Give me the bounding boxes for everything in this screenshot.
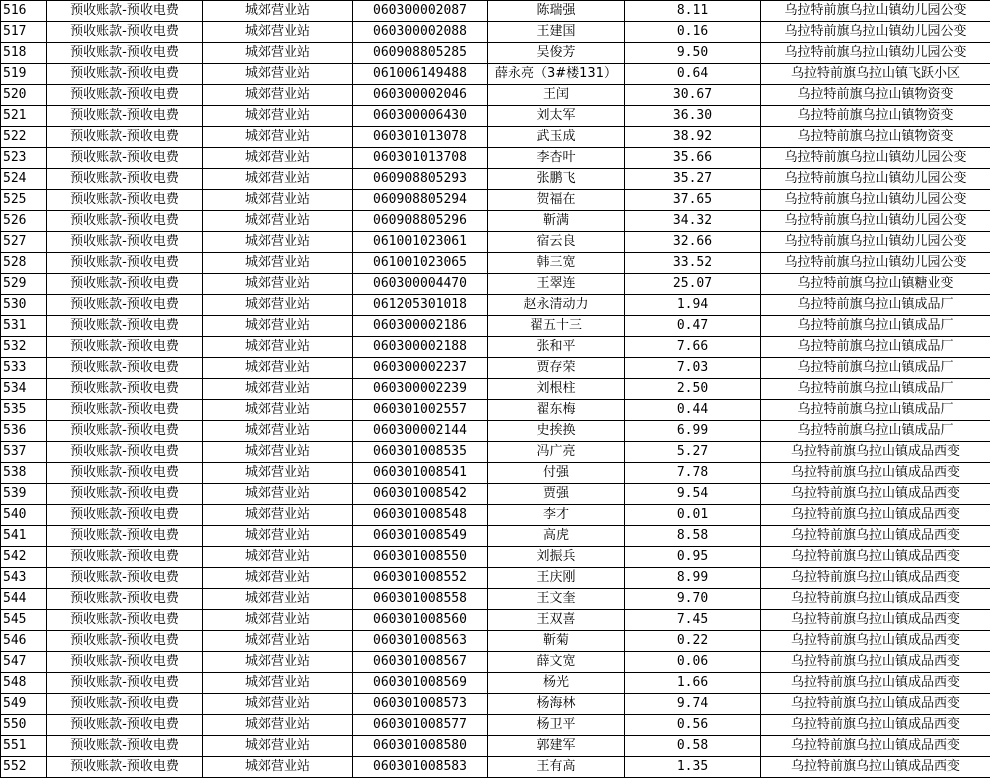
business-site-cell[interactable]: 城郊营业站 (203, 148, 353, 169)
amount-cell[interactable]: 8.11 (625, 1, 761, 22)
account-number-cell[interactable]: 060301008569 (353, 673, 488, 694)
account-number-cell[interactable]: 060908805285 (353, 43, 488, 64)
business-site-cell[interactable]: 城郊营业站 (203, 694, 353, 715)
account-type-cell[interactable]: 预收账款-预收电费 (47, 43, 203, 64)
account-type-cell[interactable]: 预收账款-预收电费 (47, 526, 203, 547)
row-index-cell[interactable]: 531 (1, 316, 47, 337)
account-type-cell[interactable]: 预收账款-预收电费 (47, 547, 203, 568)
address-cell[interactable]: 乌拉特前旗乌拉山镇幼儿园公变 (761, 22, 990, 43)
account-number-cell[interactable]: 060300002186 (353, 316, 488, 337)
account-number-cell[interactable]: 060300002188 (353, 337, 488, 358)
amount-cell[interactable]: 0.01 (625, 505, 761, 526)
amount-cell[interactable]: 7.78 (625, 463, 761, 484)
address-cell[interactable]: 乌拉特前旗乌拉山镇物资变 (761, 106, 990, 127)
account-type-cell[interactable]: 预收账款-预收电费 (47, 148, 203, 169)
customer-name-cell[interactable]: 贾存荣 (488, 358, 625, 379)
address-cell[interactable]: 乌拉特前旗乌拉山镇成品厂 (761, 358, 990, 379)
address-cell[interactable]: 乌拉特前旗乌拉山镇成品厂 (761, 400, 990, 421)
business-site-cell[interactable]: 城郊营业站 (203, 253, 353, 274)
table-row (1, 295, 990, 316)
table-row (1, 274, 990, 295)
business-site-cell[interactable]: 城郊营业站 (203, 715, 353, 736)
address-cell[interactable]: 乌拉特前旗乌拉山镇成品西变 (761, 463, 990, 484)
business-site-cell[interactable]: 城郊营业站 (203, 64, 353, 85)
account-type-cell[interactable]: 预收账款-预收电费 (47, 316, 203, 337)
table-row (1, 211, 990, 232)
account-number-cell[interactable]: 060301008567 (353, 652, 488, 673)
amount-cell[interactable]: 0.06 (625, 652, 761, 673)
address-cell[interactable]: 乌拉特前旗乌拉山镇成品西变 (761, 757, 990, 778)
address-cell[interactable]: 乌拉特前旗乌拉山镇幼儿园公变 (761, 43, 990, 64)
business-site-cell[interactable]: 城郊营业站 (203, 358, 353, 379)
account-number-cell[interactable]: 060300002046 (353, 85, 488, 106)
customer-name-cell[interactable]: 贾强 (488, 484, 625, 505)
business-site-cell[interactable]: 城郊营业站 (203, 295, 353, 316)
address-cell[interactable]: 乌拉特前旗乌拉山镇成品厂 (761, 379, 990, 400)
account-type-cell[interactable]: 预收账款-预收电费 (47, 253, 203, 274)
customer-name-cell[interactable]: 靳满 (488, 211, 625, 232)
business-site-cell[interactable]: 城郊营业站 (203, 211, 353, 232)
address-cell[interactable]: 乌拉特前旗乌拉山镇幼儿园公变 (761, 232, 990, 253)
account-type-cell[interactable]: 预收账款-预收电费 (47, 127, 203, 148)
business-site-cell[interactable]: 城郊营业站 (203, 316, 353, 337)
table-row (1, 316, 990, 337)
amount-cell[interactable]: 0.44 (625, 400, 761, 421)
account-type-cell[interactable]: 预收账款-预收电费 (47, 274, 203, 295)
customer-name-cell[interactable]: 李杏叶 (488, 148, 625, 169)
table-row (1, 589, 990, 610)
customer-name-cell[interactable]: 刘根柱 (488, 379, 625, 400)
address-cell[interactable]: 乌拉特前旗乌拉山镇幼儿园公变 (761, 211, 990, 232)
row-index-cell[interactable]: 519 (1, 64, 47, 85)
customer-name-cell[interactable]: 王有高 (488, 757, 625, 778)
address-cell[interactable]: 乌拉特前旗乌拉山镇幼儿园公变 (761, 1, 990, 22)
table-row (1, 484, 990, 505)
customer-name-cell[interactable]: 靳菊 (488, 631, 625, 652)
row-index-cell[interactable]: 532 (1, 337, 47, 358)
row-index-cell[interactable]: 530 (1, 295, 47, 316)
business-site-cell[interactable]: 城郊营业站 (203, 610, 353, 631)
address-cell[interactable]: 乌拉特前旗乌拉山镇成品西变 (761, 484, 990, 505)
account-type-cell[interactable]: 预收账款-预收电费 (47, 736, 203, 757)
amount-cell[interactable]: 38.92 (625, 127, 761, 148)
amount-cell[interactable]: 9.70 (625, 589, 761, 610)
customer-name-cell[interactable]: 王闰 (488, 85, 625, 106)
business-site-cell[interactable]: 城郊营业站 (203, 568, 353, 589)
row-index-cell[interactable]: 541 (1, 526, 47, 547)
account-number-cell[interactable]: 060908805296 (353, 211, 488, 232)
amount-cell[interactable]: 35.27 (625, 169, 761, 190)
row-index-cell[interactable]: 527 (1, 232, 47, 253)
amount-cell[interactable]: 30.67 (625, 85, 761, 106)
address-cell[interactable]: 乌拉特前旗乌拉山镇成品西变 (761, 610, 990, 631)
table-row (1, 1, 990, 22)
account-number-cell[interactable]: 060301008580 (353, 736, 488, 757)
table-row (1, 22, 990, 43)
row-index-cell[interactable]: 516 (1, 1, 47, 22)
table-row (1, 715, 990, 736)
business-site-cell[interactable]: 城郊营业站 (203, 1, 353, 22)
table-row (1, 379, 990, 400)
address-cell[interactable]: 乌拉特前旗乌拉山镇成品西变 (761, 631, 990, 652)
customer-name-cell[interactable]: 薛文宽 (488, 652, 625, 673)
customer-name-cell[interactable]: 武玉成 (488, 127, 625, 148)
business-site-cell[interactable]: 城郊营业站 (203, 421, 353, 442)
customer-name-cell[interactable]: 王文奎 (488, 589, 625, 610)
address-cell[interactable]: 乌拉特前旗乌拉山镇成品厂 (761, 316, 990, 337)
table-row (1, 148, 990, 169)
amount-cell[interactable]: 0.16 (625, 22, 761, 43)
account-number-cell[interactable]: 060301008573 (353, 694, 488, 715)
address-cell[interactable]: 乌拉特前旗乌拉山镇物资变 (761, 85, 990, 106)
table-row (1, 631, 990, 652)
table-row (1, 85, 990, 106)
amount-cell[interactable]: 1.94 (625, 295, 761, 316)
address-cell[interactable]: 乌拉特前旗乌拉山镇飞跃小区 (761, 64, 990, 85)
account-number-cell[interactable]: 061001023065 (353, 253, 488, 274)
table-row (1, 547, 990, 568)
table-row (1, 358, 990, 379)
business-site-cell[interactable]: 城郊营业站 (203, 652, 353, 673)
amount-cell[interactable]: 1.66 (625, 673, 761, 694)
row-index-cell[interactable]: 520 (1, 85, 47, 106)
account-type-cell[interactable]: 预收账款-预收电费 (47, 1, 203, 22)
account-number-cell[interactable]: 060301008558 (353, 589, 488, 610)
amount-cell[interactable]: 25.07 (625, 274, 761, 295)
row-index-cell[interactable]: 521 (1, 106, 47, 127)
account-type-cell[interactable]: 预收账款-预收电费 (47, 22, 203, 43)
account-number-cell[interactable]: 060300002237 (353, 358, 488, 379)
account-number-cell[interactable]: 060301008550 (353, 547, 488, 568)
table-row (1, 463, 990, 484)
account-number-cell[interactable]: 060301013078 (353, 127, 488, 148)
account-number-cell[interactable]: 060300002144 (353, 421, 488, 442)
table-row (1, 106, 990, 127)
address-cell[interactable]: 乌拉特前旗乌拉山镇幼儿园公变 (761, 190, 990, 211)
row-index-cell[interactable]: 540 (1, 505, 47, 526)
table-row (1, 253, 990, 274)
address-cell[interactable]: 乌拉特前旗乌拉山镇成品西变 (761, 526, 990, 547)
row-index-cell[interactable]: 524 (1, 169, 47, 190)
customer-name-cell[interactable]: 宿云良 (488, 232, 625, 253)
table-row (1, 421, 990, 442)
account-type-cell[interactable]: 预收账款-预收电费 (47, 295, 203, 316)
business-site-cell[interactable]: 城郊营业站 (203, 127, 353, 148)
address-cell[interactable]: 乌拉特前旗乌拉山镇成品西变 (761, 547, 990, 568)
amount-cell[interactable]: 5.27 (625, 442, 761, 463)
amount-cell[interactable]: 9.74 (625, 694, 761, 715)
address-cell[interactable]: 乌拉特前旗乌拉山镇成品西变 (761, 505, 990, 526)
address-cell[interactable]: 乌拉特前旗乌拉山镇成品西变 (761, 589, 990, 610)
account-number-cell[interactable]: 061006149488 (353, 64, 488, 85)
customer-name-cell[interactable]: 王双喜 (488, 610, 625, 631)
amount-cell[interactable]: 1.35 (625, 757, 761, 778)
customer-name-cell[interactable]: 郭建军 (488, 736, 625, 757)
amount-cell[interactable]: 8.58 (625, 526, 761, 547)
customer-name-cell[interactable]: 王庆刚 (488, 568, 625, 589)
customer-name-cell[interactable]: 李才 (488, 505, 625, 526)
row-index-cell[interactable]: 517 (1, 22, 47, 43)
amount-cell[interactable]: 8.99 (625, 568, 761, 589)
address-cell[interactable]: 乌拉特前旗乌拉山镇成品厂 (761, 337, 990, 358)
customer-name-cell[interactable]: 付强 (488, 463, 625, 484)
table-row (1, 43, 990, 64)
business-site-cell[interactable]: 城郊营业站 (203, 232, 353, 253)
amount-cell[interactable]: 35.66 (625, 148, 761, 169)
table-row (1, 673, 990, 694)
business-site-cell[interactable]: 城郊营业站 (203, 337, 353, 358)
table-row (1, 757, 990, 778)
account-type-cell[interactable]: 预收账款-预收电费 (47, 232, 203, 253)
account-number-cell[interactable]: 060908805293 (353, 169, 488, 190)
amount-cell[interactable]: 9.54 (625, 484, 761, 505)
account-type-cell[interactable]: 预收账款-预收电费 (47, 358, 203, 379)
table-body (1, 1, 990, 778)
amount-cell[interactable]: 6.99 (625, 421, 761, 442)
business-site-cell[interactable]: 城郊营业站 (203, 484, 353, 505)
customer-name-cell[interactable]: 贺福在 (488, 190, 625, 211)
row-index-cell[interactable]: 549 (1, 694, 47, 715)
address-cell[interactable]: 乌拉特前旗乌拉山镇成品西变 (761, 442, 990, 463)
business-site-cell[interactable]: 城郊营业站 (203, 85, 353, 106)
row-index-cell[interactable]: 542 (1, 547, 47, 568)
table-row (1, 694, 990, 715)
address-cell[interactable]: 乌拉特前旗乌拉山镇糖业变 (761, 274, 990, 295)
address-cell[interactable]: 乌拉特前旗乌拉山镇成品西变 (761, 568, 990, 589)
amount-cell[interactable]: 0.22 (625, 631, 761, 652)
business-site-cell[interactable]: 城郊营业站 (203, 505, 353, 526)
table-row (1, 505, 990, 526)
row-index-cell[interactable]: 529 (1, 274, 47, 295)
account-number-cell[interactable]: 060301008549 (353, 526, 488, 547)
customer-name-cell[interactable]: 赵永清动力 (488, 295, 625, 316)
customer-name-cell[interactable]: 韩三宽 (488, 253, 625, 274)
table-row (1, 127, 990, 148)
customer-name-cell[interactable]: 冯广亮 (488, 442, 625, 463)
customer-name-cell[interactable]: 翟五十三 (488, 316, 625, 337)
customer-name-cell[interactable]: 陈瑞强 (488, 1, 625, 22)
account-type-cell[interactable]: 预收账款-预收电费 (47, 505, 203, 526)
amount-cell[interactable]: 0.56 (625, 715, 761, 736)
account-number-cell[interactable]: 060301008542 (353, 484, 488, 505)
business-site-cell[interactable]: 城郊营业站 (203, 169, 353, 190)
row-index-cell[interactable]: 551 (1, 736, 47, 757)
table-row (1, 337, 990, 358)
table-row (1, 610, 990, 631)
account-number-cell[interactable]: 060300002087 (353, 1, 488, 22)
account-type-cell[interactable]: 预收账款-预收电费 (47, 379, 203, 400)
account-number-cell[interactable]: 060301008552 (353, 568, 488, 589)
account-number-cell[interactable]: 060301008577 (353, 715, 488, 736)
account-type-cell[interactable]: 预收账款-预收电费 (47, 337, 203, 358)
table-row (1, 526, 990, 547)
account-type-cell[interactable]: 预收账款-预收电费 (47, 463, 203, 484)
business-site-cell[interactable]: 城郊营业站 (203, 400, 353, 421)
account-type-cell[interactable]: 预收账款-预收电费 (47, 757, 203, 778)
customer-name-cell[interactable]: 杨卫平 (488, 715, 625, 736)
account-type-cell[interactable]: 预收账款-预收电费 (47, 190, 203, 211)
row-index-cell[interactable]: 526 (1, 211, 47, 232)
customer-name-cell[interactable]: 杨光 (488, 673, 625, 694)
customer-name-cell[interactable]: 刘太军 (488, 106, 625, 127)
account-type-cell[interactable]: 预收账款-预收电费 (47, 652, 203, 673)
row-index-cell[interactable]: 550 (1, 715, 47, 736)
customer-name-cell[interactable]: 张和平 (488, 337, 625, 358)
amount-cell[interactable]: 36.30 (625, 106, 761, 127)
amount-cell[interactable]: 9.50 (625, 43, 761, 64)
customer-name-cell[interactable]: 薛永亮（3#楼131） (488, 64, 625, 85)
account-number-cell[interactable]: 060301008535 (353, 442, 488, 463)
business-site-cell[interactable]: 城郊营业站 (203, 442, 353, 463)
address-cell[interactable]: 乌拉特前旗乌拉山镇成品西变 (761, 694, 990, 715)
table-row (1, 568, 990, 589)
row-index-cell[interactable]: 537 (1, 442, 47, 463)
customer-name-cell[interactable]: 王建国 (488, 22, 625, 43)
customer-name-cell[interactable]: 吴俊芳 (488, 43, 625, 64)
business-site-cell[interactable]: 城郊营业站 (203, 106, 353, 127)
row-index-cell[interactable]: 539 (1, 484, 47, 505)
business-site-cell[interactable]: 城郊营业站 (203, 379, 353, 400)
account-number-cell[interactable]: 060908805294 (353, 190, 488, 211)
address-cell[interactable]: 乌拉特前旗乌拉山镇幼儿园公变 (761, 253, 990, 274)
amount-cell[interactable]: 0.64 (625, 64, 761, 85)
row-index-cell[interactable]: 525 (1, 190, 47, 211)
account-type-cell[interactable]: 预收账款-预收电费 (47, 589, 203, 610)
account-type-cell[interactable]: 预收账款-预收电费 (47, 568, 203, 589)
business-site-cell[interactable]: 城郊营业站 (203, 631, 353, 652)
account-type-cell[interactable]: 预收账款-预收电费 (47, 484, 203, 505)
account-number-cell[interactable]: 060301008583 (353, 757, 488, 778)
row-index-cell[interactable]: 545 (1, 610, 47, 631)
business-site-cell[interactable]: 城郊营业站 (203, 736, 353, 757)
business-site-cell[interactable]: 城郊营业站 (203, 673, 353, 694)
account-number-cell[interactable]: 060301008563 (353, 631, 488, 652)
table-row (1, 400, 990, 421)
amount-cell[interactable]: 34.32 (625, 211, 761, 232)
table-row (1, 64, 990, 85)
account-type-cell[interactable]: 预收账款-预收电费 (47, 673, 203, 694)
row-index-cell[interactable]: 528 (1, 253, 47, 274)
address-cell[interactable]: 乌拉特前旗乌拉山镇成品西变 (761, 673, 990, 694)
account-number-cell[interactable]: 060301002557 (353, 400, 488, 421)
amount-cell[interactable]: 2.50 (625, 379, 761, 400)
customer-name-cell[interactable]: 高虎 (488, 526, 625, 547)
address-cell[interactable]: 乌拉特前旗乌拉山镇成品厂 (761, 295, 990, 316)
address-cell[interactable]: 乌拉特前旗乌拉山镇幼儿园公变 (761, 169, 990, 190)
business-site-cell[interactable]: 城郊营业站 (203, 463, 353, 484)
account-type-cell[interactable]: 预收账款-预收电费 (47, 85, 203, 106)
row-index-cell[interactable]: 518 (1, 43, 47, 64)
account-number-cell[interactable]: 060300004470 (353, 274, 488, 295)
table-row (1, 736, 990, 757)
row-index-cell[interactable]: 533 (1, 358, 47, 379)
address-cell[interactable]: 乌拉特前旗乌拉山镇成品厂 (761, 421, 990, 442)
table-row (1, 169, 990, 190)
row-index-cell[interactable]: 543 (1, 568, 47, 589)
business-site-cell[interactable]: 城郊营业站 (203, 274, 353, 295)
account-number-cell[interactable]: 060300002088 (353, 22, 488, 43)
account-number-cell[interactable]: 060301008548 (353, 505, 488, 526)
table-row (1, 652, 990, 673)
row-index-cell[interactable]: 538 (1, 463, 47, 484)
account-number-cell[interactable]: 060300002239 (353, 379, 488, 400)
address-cell[interactable]: 乌拉特前旗乌拉山镇成品西变 (761, 736, 990, 757)
business-site-cell[interactable]: 城郊营业站 (203, 547, 353, 568)
business-site-cell[interactable]: 城郊营业站 (203, 526, 353, 547)
row-index-cell[interactable]: 548 (1, 673, 47, 694)
address-cell[interactable]: 乌拉特前旗乌拉山镇成品西变 (761, 652, 990, 673)
account-type-cell[interactable]: 预收账款-预收电费 (47, 400, 203, 421)
row-index-cell[interactable]: 523 (1, 148, 47, 169)
row-index-cell[interactable]: 552 (1, 757, 47, 778)
address-cell[interactable]: 乌拉特前旗乌拉山镇成品西变 (761, 715, 990, 736)
amount-cell[interactable]: 0.47 (625, 316, 761, 337)
amount-cell[interactable]: 37.65 (625, 190, 761, 211)
amount-cell[interactable]: 0.95 (625, 547, 761, 568)
account-type-cell[interactable]: 预收账款-预收电费 (47, 106, 203, 127)
customer-name-cell[interactable]: 杨海林 (488, 694, 625, 715)
row-index-cell[interactable]: 536 (1, 421, 47, 442)
account-type-cell[interactable]: 预收账款-预收电费 (47, 64, 203, 85)
amount-cell[interactable]: 7.03 (625, 358, 761, 379)
amount-cell[interactable]: 33.52 (625, 253, 761, 274)
customer-name-cell[interactable]: 王翠连 (488, 274, 625, 295)
account-type-cell[interactable]: 预收账款-预收电费 (47, 610, 203, 631)
account-number-cell[interactable]: 061001023061 (353, 232, 488, 253)
business-site-cell[interactable]: 城郊营业站 (203, 757, 353, 778)
account-type-cell[interactable]: 预收账款-预收电费 (47, 442, 203, 463)
row-index-cell[interactable]: 534 (1, 379, 47, 400)
address-cell[interactable]: 乌拉特前旗乌拉山镇物资变 (761, 127, 990, 148)
account-type-cell[interactable]: 预收账款-预收电费 (47, 715, 203, 736)
account-type-cell[interactable]: 预收账款-预收电费 (47, 421, 203, 442)
row-index-cell[interactable]: 546 (1, 631, 47, 652)
table-row (1, 190, 990, 211)
customer-name-cell[interactable]: 史挨换 (488, 421, 625, 442)
account-type-cell[interactable]: 预收账款-预收电费 (47, 211, 203, 232)
table-row (1, 442, 990, 463)
account-number-cell[interactable]: 060300006430 (353, 106, 488, 127)
address-cell[interactable]: 乌拉特前旗乌拉山镇幼儿园公变 (761, 148, 990, 169)
amount-cell[interactable]: 7.45 (625, 610, 761, 631)
amount-cell[interactable]: 0.58 (625, 736, 761, 757)
customer-name-cell[interactable]: 翟东梅 (488, 400, 625, 421)
amount-cell[interactable]: 7.66 (625, 337, 761, 358)
table-row (1, 232, 990, 253)
business-site-cell[interactable]: 城郊营业站 (203, 43, 353, 64)
row-index-cell[interactable]: 535 (1, 400, 47, 421)
account-type-cell[interactable]: 预收账款-预收电费 (47, 694, 203, 715)
row-index-cell[interactable]: 522 (1, 127, 47, 148)
account-type-cell[interactable]: 预收账款-预收电费 (47, 631, 203, 652)
amount-cell[interactable]: 32.66 (625, 232, 761, 253)
account-number-cell[interactable]: 061205301018 (353, 295, 488, 316)
business-site-cell[interactable]: 城郊营业站 (203, 589, 353, 610)
row-index-cell[interactable]: 547 (1, 652, 47, 673)
account-number-cell[interactable]: 060301008560 (353, 610, 488, 631)
customer-name-cell[interactable]: 刘振兵 (488, 547, 625, 568)
account-type-cell[interactable]: 预收账款-预收电费 (47, 169, 203, 190)
row-index-cell[interactable]: 544 (1, 589, 47, 610)
account-number-cell[interactable]: 060301013708 (353, 148, 488, 169)
business-site-cell[interactable]: 城郊营业站 (203, 190, 353, 211)
account-number-cell[interactable]: 060301008541 (353, 463, 488, 484)
business-site-cell[interactable]: 城郊营业站 (203, 22, 353, 43)
customer-name-cell[interactable]: 张鹏飞 (488, 169, 625, 190)
